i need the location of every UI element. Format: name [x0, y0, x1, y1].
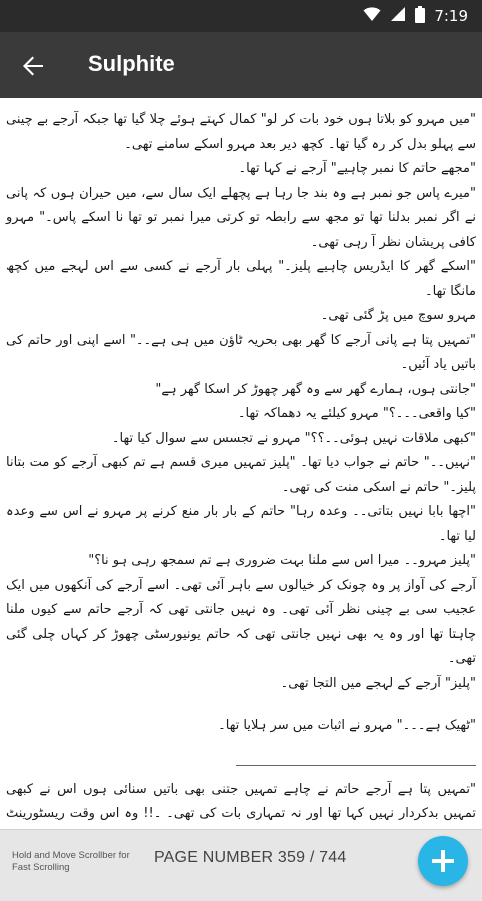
plus-icon	[428, 846, 458, 876]
paragraph: "کیا واقعی۔۔۔؟" مہرو کیلئے یہ دھماکہ تھا۔	[237, 406, 476, 421]
paragraph: آرجے کی آواز پر وہ چونک کر خیالوں سے باہر آئی تھی۔ اسے آرجے کی آنکھوں میں ایک عجیب سی بے چینی نظر آئی تھی۔ وہ نہیں جانتی تھی کہ آرجے حاتم سے کیوں ملنا چاہتا تھا اور وہ یہ بھی نہیں جانتی تھی کہ حاتم یونیورسٹی چھوڑ کر کہاں چلی گئی تھی۔	[6, 577, 476, 666]
status-icons	[363, 6, 468, 26]
reader-page	[6, 108, 476, 900]
back-button[interactable]	[18, 51, 48, 81]
paragraph: "کبھی ملاقات نہیں ہوئی۔۔؟؟" مہرو نے تجسس سے سوال کیا تھا۔	[111, 430, 476, 446]
paragraph: "میں مہرو کو بلاتا ہوں خود بات کر لو" کمال کہتے ہوئے چلا گیا تھا جبکہ آرجے بے چینی سے پہلو بدل کر رہ گیا تھا۔ کچھ دیر بعد مہرو اسکے سامنے تھی۔	[6, 112, 476, 152]
arrow-back-icon	[18, 51, 48, 81]
page-divider	[236, 765, 476, 766]
paragraph: "میرے پاس جو نمبر ہے وہ بند جا رہا ہے پچھلے ایک سال سے، میں حیران ہوں کہ پانی نے اگر نمبر بدلنا تھا تو مجھ سے رابطہ تو کرتی میرا نمبر تو تھا نا اسکے پاس۔" مہرو کافی پریشان نظر آ رہی تھی۔	[6, 185, 476, 250]
add-button[interactable]	[418, 836, 468, 886]
paragraph: "نہیں۔۔" حاتم نے جواب دیا تھا۔ "پلیز تمہیں میری قسم ہے تم کبھی آرجے کو مت بتانا پلیز۔" حاتم نے اسکی منت کی تھی۔	[6, 455, 476, 495]
paragraph: "تمہیں پتا ہے آرجے حاتم نے چاہے تمہیں جتنی بھی باتیں سنائی ہوں اس نے کبھی تمہیں بدکردار نہیں کہا تھا اور نہ تمہاری بات کی تھی۔ ۔!! وہ اس وقت ریسٹورینٹ	[6, 781, 476, 821]
paragraph: مہرو سوچ میں پڑ گئی تھی۔	[320, 308, 476, 323]
app-bar	[0, 32, 482, 98]
bottom-bar	[0, 829, 482, 901]
reader-content[interactable]	[0, 98, 482, 829]
battery-icon	[415, 6, 425, 27]
paragraph: "پلیز مہرو۔۔ میرا اس سے ملنا بہت ضروری ہے تم سمجھ رہی ہو نا؟"	[88, 553, 476, 568]
page-number: PAGE NUMBER 359 / 744	[154, 849, 347, 866]
wifi-icon	[363, 6, 381, 26]
status-time: 7:19	[434, 7, 468, 25]
scroll-hint: Hold and Move Scrollber for Fast Scrolling	[12, 850, 130, 873]
app-title: Sulphite	[88, 51, 175, 76]
paragraph: "اچھا بابا نہیں بتاتی۔۔ وعدہ رہا" حاتم کے بار بار منع کرنے پر مہرو نے اس سے وعدہ لیا تھا۔	[6, 504, 476, 544]
paragraph: "جانتی ہوں، ہمارے گھر سے وہ گھر چھوڑ کر اسکا گھر ہے"	[155, 381, 476, 397]
paragraph: "پلیز" آرجے کے لہجے میں التجا تھی۔	[280, 675, 476, 691]
paragraph: "مجھے حاتم کا نمبر چاہیے" آرجے نے کہا تھا۔	[238, 161, 476, 176]
paragraph: "تمہیں پتا ہے پانی آرجے کا گھر بھی بحریہ ٹاؤن میں ہی ہے۔۔" اسے اپنی اور حاتم کی باتیں یاد آئیں۔	[6, 332, 476, 372]
paragraph: "ٹھیک ہے۔۔۔" مہرو نے اثبات میں سر ہلایا تھا۔	[218, 718, 476, 733]
signal-icon	[390, 6, 406, 26]
paragraph: "اسکے گھر کا ایڈریس چاہیے پلیز۔" پہلی بار آرجے نے کسی سے اس لہجے میں کچھ مانگا تھا۔	[6, 259, 476, 299]
status-bar	[0, 0, 482, 32]
